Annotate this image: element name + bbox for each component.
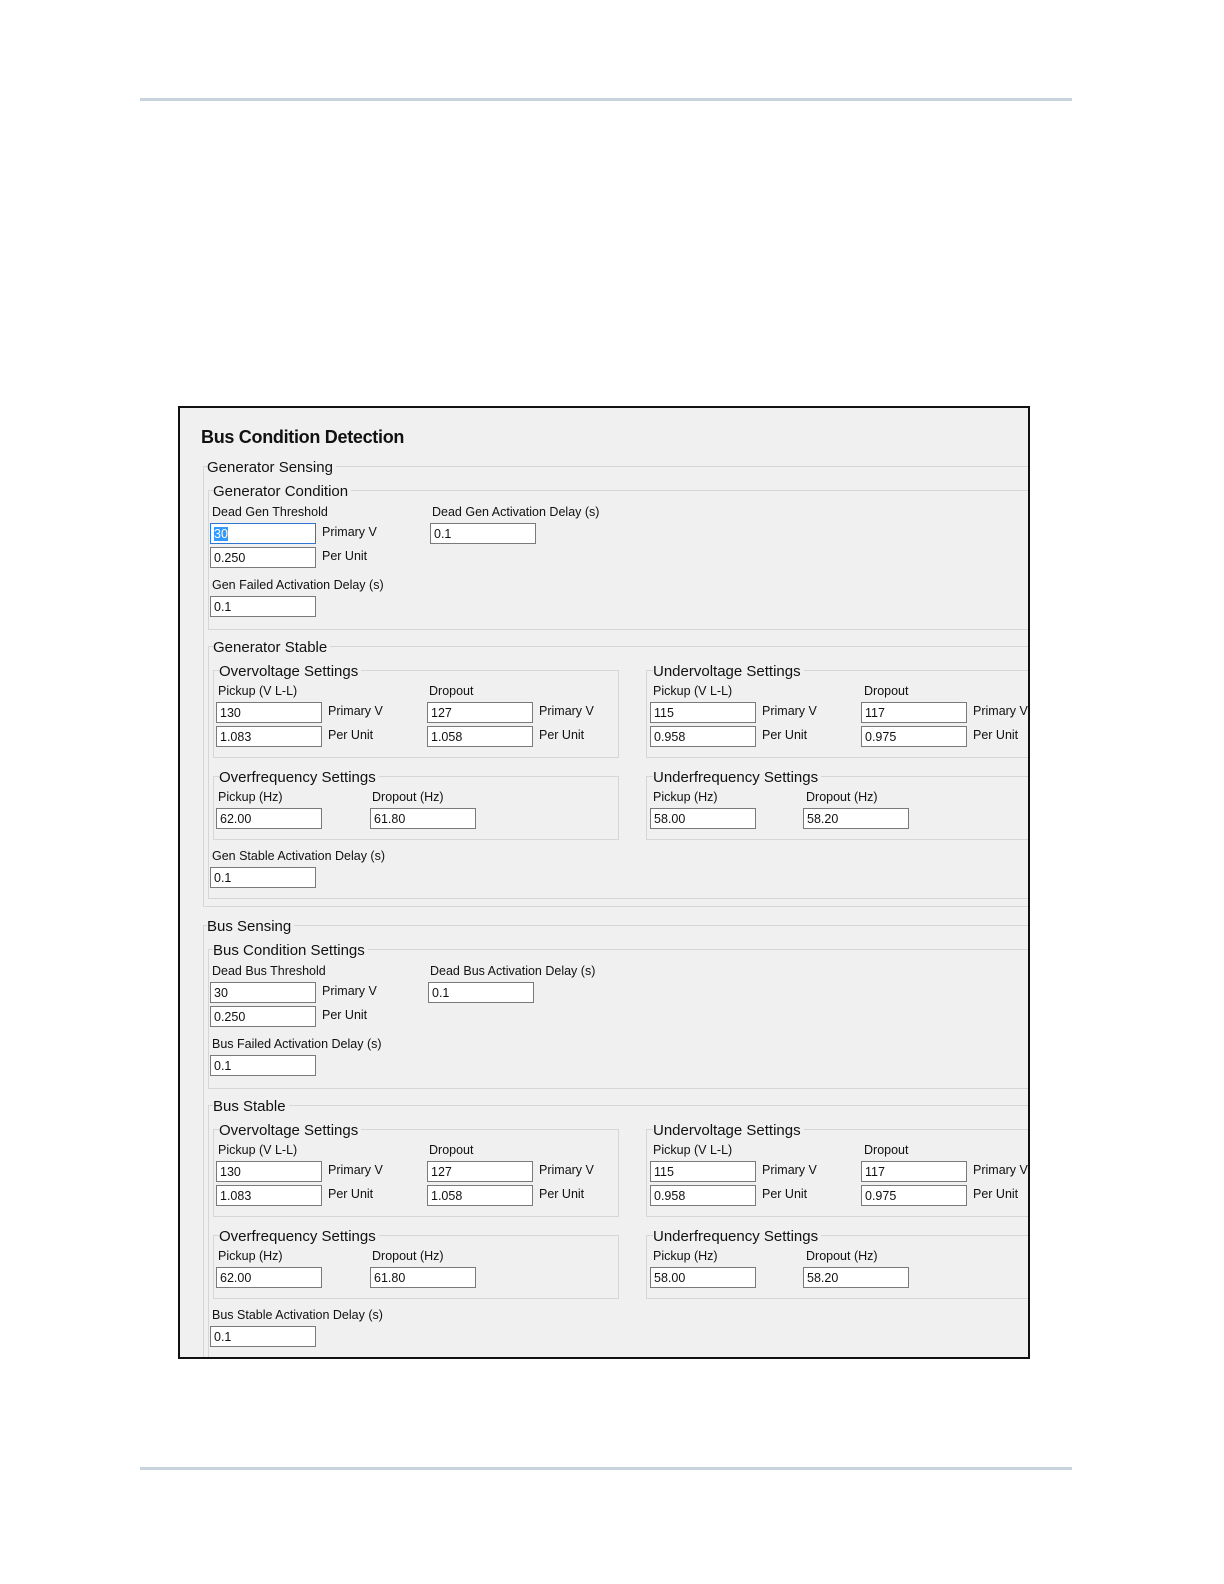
- panel-title: Bus Condition Detection: [201, 427, 405, 447]
- gen-uv-pickup-primary-unit: Primary V: [762, 704, 817, 718]
- gen-of-pickup-input[interactable]: [216, 808, 322, 829]
- gen-uv-dropout-primary-unit: Primary V: [973, 704, 1028, 718]
- bus-uv-pickup-label: Pickup (V L-L): [653, 1143, 733, 1157]
- gen-uv-dropout-pu-input[interactable]: [861, 726, 967, 747]
- gen-failed-activation-delay-label: Gen Failed Activation Delay (s): [212, 578, 384, 592]
- dead-gen-threshold-primary-input[interactable]: [210, 523, 316, 544]
- dead-gen-threshold-pu-unit: Per Unit: [322, 549, 368, 563]
- gen-uf-dropout-input[interactable]: [803, 808, 909, 829]
- bus-of-dropout-input[interactable]: [370, 1267, 476, 1288]
- bus-of-pickup-label: Pickup (Hz): [218, 1249, 283, 1263]
- dead-bus-activation-delay-input[interactable]: [428, 982, 534, 1003]
- gen-uf-dropout-label: Dropout (Hz): [806, 790, 878, 804]
- bus-uv-pickup-primary-input[interactable]: [650, 1161, 756, 1182]
- dead-bus-threshold-primary-input[interactable]: [210, 982, 316, 1003]
- bus-overfrequency-title: Overfrequency Settings: [219, 1228, 379, 1245]
- bus-uv-dropout-pu-input[interactable]: [861, 1185, 967, 1206]
- generator-condition-title: Generator Condition: [213, 483, 351, 500]
- gen-ov-dropout-primary-unit: Primary V: [539, 704, 594, 718]
- gen-stable-activation-delay-input[interactable]: [210, 867, 316, 888]
- gen-uv-dropout-primary-input[interactable]: [861, 702, 967, 723]
- bus-uf-pickup-label: Pickup (Hz): [653, 1249, 718, 1263]
- gen-of-dropout-label: Dropout (Hz): [372, 790, 444, 804]
- bus-ov-dropout-pu-unit: Per Unit: [539, 1187, 585, 1201]
- bus-overvoltage-title: Overvoltage Settings: [219, 1122, 361, 1139]
- gen-uv-pickup-label: Pickup (V L-L): [653, 684, 733, 698]
- gen-uv-pickup-pu-unit: Per Unit: [762, 728, 808, 742]
- bus-uv-pickup-pu-unit: Per Unit: [762, 1187, 808, 1201]
- bus-condition-title: Bus Condition Settings: [213, 942, 368, 959]
- bus-ov-pickup-primary-input[interactable]: [216, 1161, 322, 1182]
- gen-uf-pickup-label: Pickup (Hz): [653, 790, 718, 804]
- bus-stable-activation-delay-label: Bus Stable Activation Delay (s): [212, 1308, 383, 1322]
- bus-failed-activation-delay-label: Bus Failed Activation Delay (s): [212, 1037, 382, 1051]
- gen-failed-activation-delay-input[interactable]: [210, 596, 316, 617]
- gen-stable-activation-delay-label: Gen Stable Activation Delay (s): [212, 849, 385, 863]
- dead-gen-threshold-primary-unit: Primary V: [322, 525, 377, 539]
- header-rule: [140, 98, 1072, 101]
- dead-bus-activation-delay-label: Dead Bus Activation Delay (s): [430, 964, 596, 978]
- bus-stable-title: Bus Stable: [213, 1098, 289, 1115]
- bus-ov-pickup-pu-unit: Per Unit: [328, 1187, 374, 1201]
- dead-gen-threshold-label: Dead Gen Threshold: [212, 505, 328, 519]
- bus-of-dropout-label: Dropout (Hz): [372, 1249, 444, 1263]
- gen-uv-dropout-label: Dropout: [864, 684, 909, 698]
- dead-gen-activation-delay-label: Dead Gen Activation Delay (s): [432, 505, 600, 519]
- bus-ov-dropout-label: Dropout: [429, 1143, 474, 1157]
- gen-uv-pickup-primary-input[interactable]: [650, 702, 756, 723]
- bus-failed-activation-delay-input[interactable]: [210, 1055, 316, 1076]
- dead-gen-threshold-pu-input[interactable]: [210, 547, 316, 568]
- gen-ov-pickup-pu-input[interactable]: [216, 726, 322, 747]
- gen-ov-pickup-pu-unit: Per Unit: [328, 728, 374, 742]
- bus-ov-pickup-pu-input[interactable]: [216, 1185, 322, 1206]
- generator-sensing-title: Generator Sensing: [207, 459, 336, 476]
- gen-ov-pickup-label: Pickup (V L-L): [218, 684, 298, 698]
- bus-uf-dropout-label: Dropout (Hz): [806, 1249, 878, 1263]
- bus-uv-pickup-pu-input[interactable]: [650, 1185, 756, 1206]
- gen-underfrequency-title: Underfrequency Settings: [653, 769, 821, 786]
- bus-condition-detection-panel: [178, 406, 1030, 1359]
- dead-gen-activation-delay-input[interactable]: [430, 523, 536, 544]
- dead-bus-threshold-label: Dead Bus Threshold: [212, 964, 326, 978]
- bus-uf-dropout-input[interactable]: [803, 1267, 909, 1288]
- gen-uv-dropout-pu-unit: Per Unit: [973, 728, 1019, 742]
- bus-ov-pickup-primary-unit: Primary V: [328, 1163, 383, 1177]
- bus-ov-dropout-primary-input[interactable]: [427, 1161, 533, 1182]
- dead-bus-threshold-pu-unit: Per Unit: [322, 1008, 368, 1022]
- gen-overfrequency-title: Overfrequency Settings: [219, 769, 379, 786]
- generator-stable-title: Generator Stable: [213, 639, 330, 656]
- bus-uv-dropout-primary-unit: Primary V: [973, 1163, 1028, 1177]
- bus-of-pickup-input[interactable]: [216, 1267, 322, 1288]
- gen-of-dropout-input[interactable]: [370, 808, 476, 829]
- bus-uv-dropout-label: Dropout: [864, 1143, 909, 1157]
- bus-uv-dropout-primary-input[interactable]: [861, 1161, 967, 1182]
- gen-ov-dropout-label: Dropout: [429, 684, 474, 698]
- gen-of-pickup-label: Pickup (Hz): [218, 790, 283, 804]
- gen-uv-pickup-pu-input[interactable]: [650, 726, 756, 747]
- gen-ov-dropout-pu-unit: Per Unit: [539, 728, 585, 742]
- bus-ov-pickup-label: Pickup (V L-L): [218, 1143, 298, 1157]
- gen-undervoltage-title: Undervoltage Settings: [653, 663, 804, 680]
- bus-ov-dropout-primary-unit: Primary V: [539, 1163, 594, 1177]
- gen-uf-pickup-input[interactable]: [650, 808, 756, 829]
- gen-ov-dropout-pu-input[interactable]: [427, 726, 533, 747]
- bus-ov-dropout-pu-input[interactable]: [427, 1185, 533, 1206]
- bus-uv-dropout-pu-unit: Per Unit: [973, 1187, 1019, 1201]
- bus-sensing-title: Bus Sensing: [207, 918, 294, 935]
- bus-uf-pickup-input[interactable]: [650, 1267, 756, 1288]
- bus-underfrequency-title: Underfrequency Settings: [653, 1228, 821, 1245]
- bus-stable-activation-delay-input[interactable]: [210, 1326, 316, 1347]
- gen-ov-dropout-primary-input[interactable]: [427, 702, 533, 723]
- bus-undervoltage-title: Undervoltage Settings: [653, 1122, 804, 1139]
- gen-ov-pickup-primary-input[interactable]: [216, 702, 322, 723]
- bus-uv-pickup-primary-unit: Primary V: [762, 1163, 817, 1177]
- gen-overvoltage-title: Overvoltage Settings: [219, 663, 361, 680]
- dead-bus-threshold-primary-unit: Primary V: [322, 984, 377, 998]
- dead-bus-threshold-pu-input[interactable]: [210, 1006, 316, 1027]
- gen-ov-pickup-primary-unit: Primary V: [328, 704, 383, 718]
- footer-rule: [140, 1467, 1072, 1470]
